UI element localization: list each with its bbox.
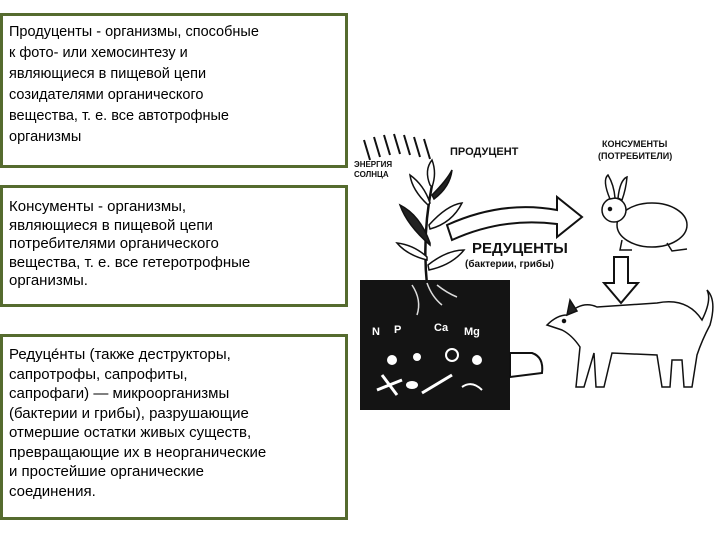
food-chain-diagram <box>352 125 720 415</box>
producers-definition-box: Продуценты - организмы, способные к фото- или хемосинтезу и являющиеся в пищевой цепи созидателями органического вещества, т. е. все автотрофные организмы <box>0 13 348 168</box>
soil-symbol-p: P <box>394 324 402 336</box>
soil-symbol-ca: Ca <box>434 322 449 334</box>
arrow-down-icon <box>604 257 638 303</box>
arrow-to-consumers <box>447 197 582 240</box>
consumers-definition-box: Консументы - организмы, являющиеся в пищевой цепи потребителями органического вещества, т. е. все гетеротрофные организмы. <box>0 185 348 307</box>
energy-label-2: СОЛНЦА <box>354 170 389 179</box>
reducers-label-2: (бактерии, грибы) <box>465 259 554 270</box>
consumers-label-1: КОНСУМЕНТЫ <box>602 139 668 149</box>
sun-rays <box>364 134 430 160</box>
rabbit-icon <box>602 175 687 251</box>
soil-block <box>360 280 510 410</box>
consumers-label-2: (ПОТРЕБИТЕЛИ) <box>598 151 673 161</box>
wolf-icon <box>547 290 713 387</box>
producer-label: ПРОДУЦЕНТ <box>450 146 519 158</box>
energy-label-1: ЭНЕРГИЯ <box>354 160 393 169</box>
reducers-label-1: РЕДУЦЕНТЫ <box>472 240 568 257</box>
arrow-from-soil <box>510 353 542 377</box>
soil-symbol-n: N <box>372 326 380 338</box>
soil-symbol-mg: Mg <box>464 326 480 338</box>
reducers-definition-box: Редуце́нты (также деструкторы, сапротрофы, сапрофиты, сапрофаги) — микроорганизмы (бактерии и грибы), разрушающие отмершие остатки живых существ, превращающие их в неорганические и простейшие органические соединения. <box>0 334 348 520</box>
